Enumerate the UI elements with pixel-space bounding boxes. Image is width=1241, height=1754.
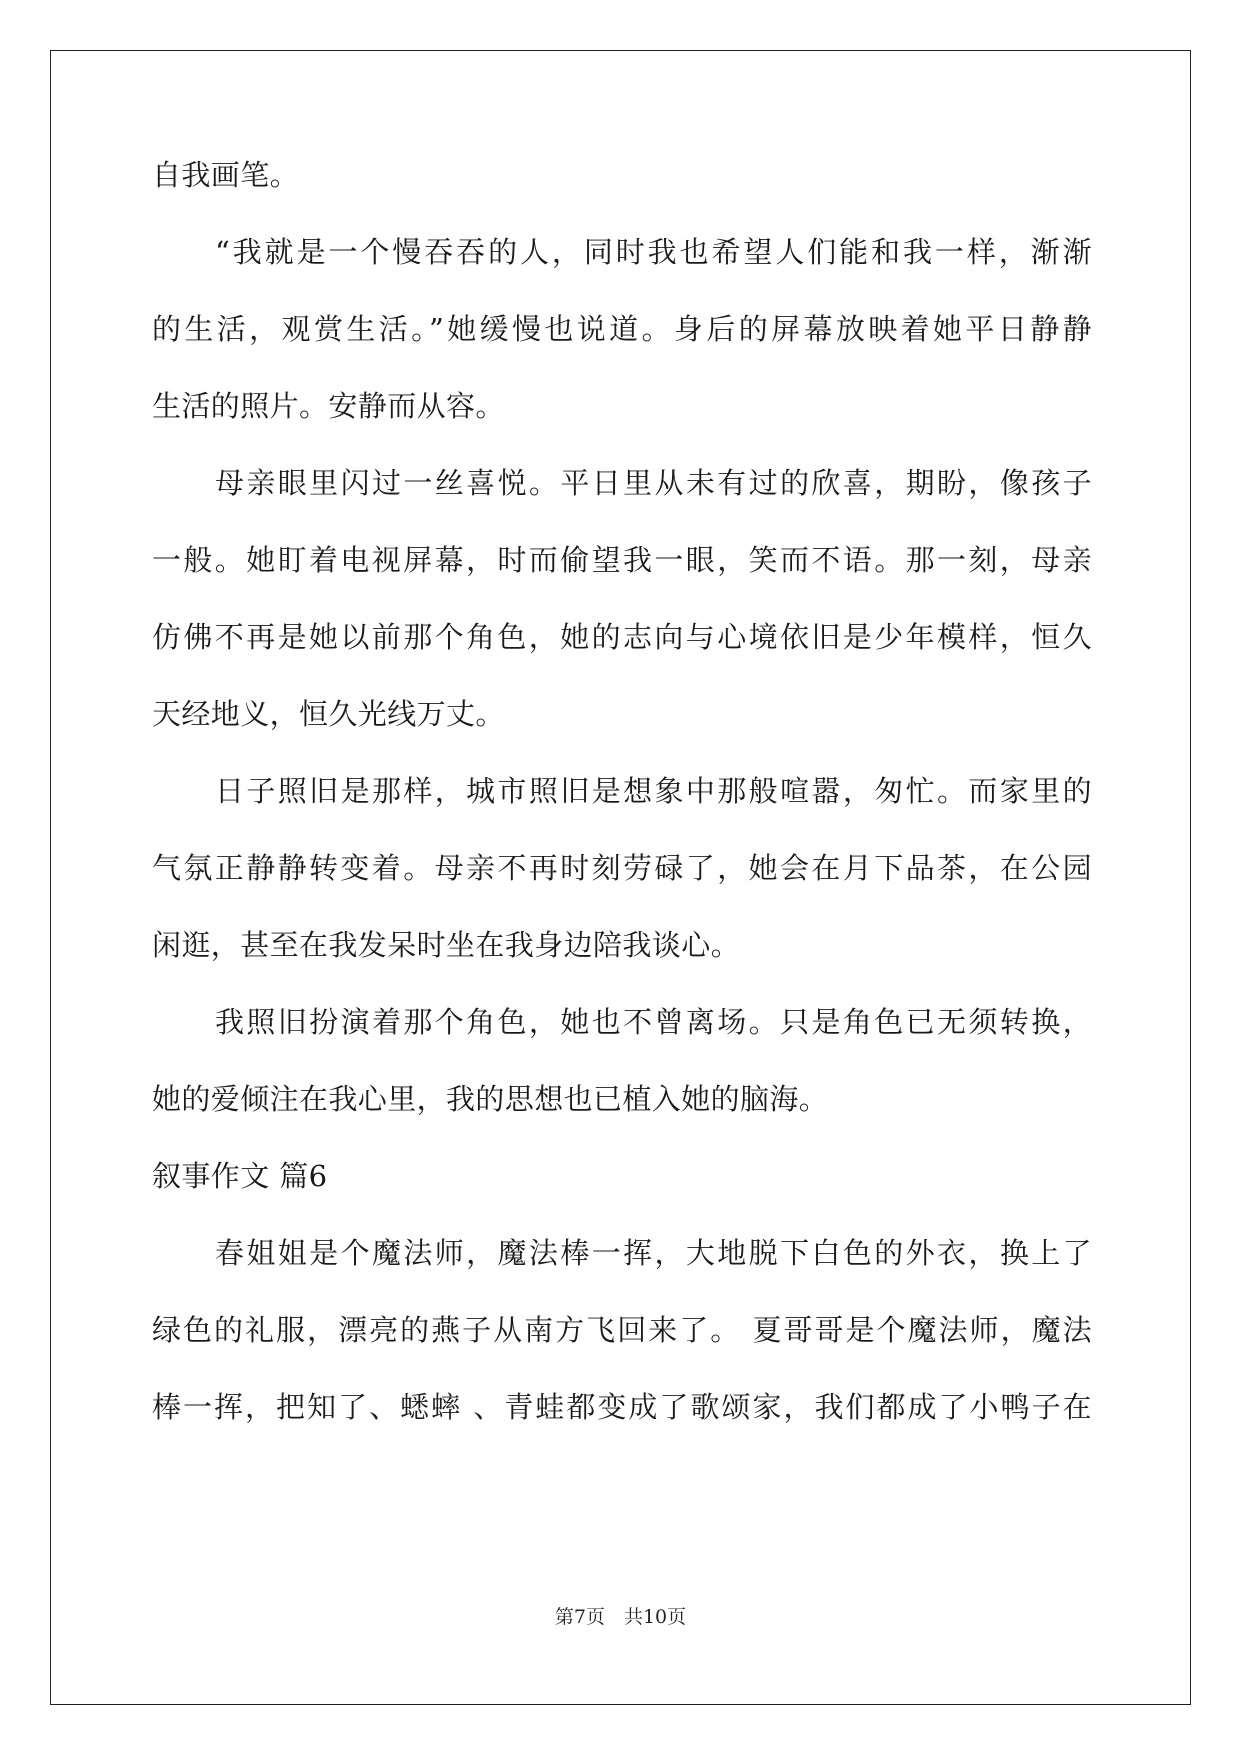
- text-line: 一般。她盯着电视屏幕，时而偷望我一眼，笑而不语。那一刻，母亲: [152, 543, 1092, 577]
- page-number-footer: 第7页 共10页: [554, 1606, 687, 1628]
- text-line: 生活的照片。安静而从容。: [152, 389, 505, 423]
- text-line: 的生活，观赏生活。”她缓慢也说道。身后的屏幕放映着她平日静静: [152, 312, 1092, 346]
- text-line: 她的爱倾注在我心里，我的思想也已植入她的脑海。: [152, 1082, 829, 1116]
- text-line: 叙事作文 篇6: [152, 1159, 328, 1193]
- text-line: 春姐姐是个魔法师，魔法棒一挥，大地脱下白色的外衣，换上了: [215, 1236, 1092, 1270]
- text-line: 天经地义，恒久光线万丈。: [152, 697, 505, 731]
- text-line: “我就是一个慢吞吞的人，同时我也希望人们能和我一样，渐渐: [215, 235, 1092, 269]
- text-line: 日子照旧是那样，城市照旧是想象中那般喧嚣，匆忙。而家里的: [215, 774, 1092, 808]
- text-line: 仿佛不再是她以前那个角色，她的志向与心境依旧是少年模样，恒久: [152, 620, 1092, 654]
- text-line: 母亲眼里闪过一丝喜悦。平日里从未有过的欣喜，期盼，像孩子: [215, 466, 1092, 500]
- text-line: 绿色的礼服，漂亮的燕子从南方飞回来了。 夏哥哥是个魔法师，魔法: [152, 1313, 1092, 1347]
- text-line: 气氛正静静转变着。母亲不再时刻劳碌了，她会在月下品茶，在公园: [152, 851, 1092, 885]
- text-line: 棒一挥，把知了、蟋蟀 、青蛙都变成了歌颂家，我们都成了小鸭子在: [152, 1390, 1092, 1424]
- text-line: 自我画笔。: [152, 158, 300, 192]
- text-line: 我照旧扮演着那个角色，她也不曾离场。只是角色已无须转换，: [215, 1005, 1092, 1039]
- text-line: 闲逛，甚至在我发呆时坐在我身边陪我谈心。: [152, 928, 741, 962]
